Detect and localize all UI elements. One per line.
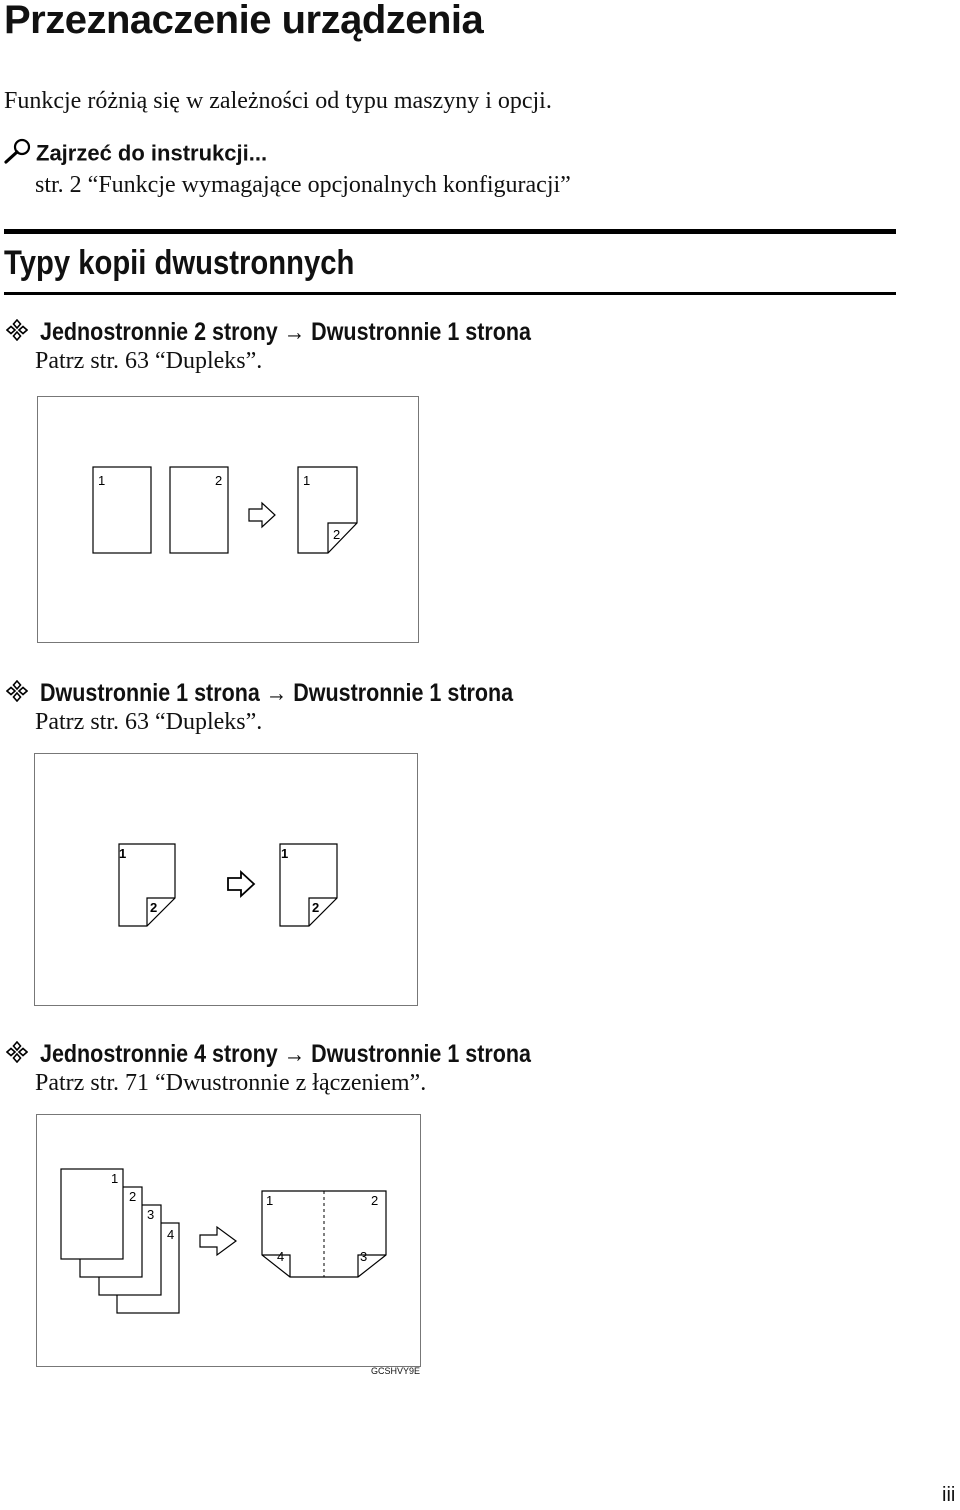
item-2-diagram [34, 753, 418, 1006]
page-label: 4 [167, 1227, 175, 1242]
item-3-ref-link[interactable]: Patrz str. 71 “Dwustronnie z łączeniem”. [35, 1070, 427, 1096]
arrow-right-icon [228, 872, 254, 896]
section-title: Typy kopii dwustronnych [4, 244, 355, 282]
page-label: 1 [119, 846, 127, 861]
figure-code: GCSHVY9E [371, 1366, 421, 1376]
magnifier-icon [4, 138, 32, 169]
arrow-right-icon [200, 1227, 236, 1255]
item-2-ref-link[interactable]: Patrz str. 63 “Dupleks”. [35, 709, 263, 735]
page-label: 4 [277, 1249, 285, 1264]
duplex-original-page [119, 844, 175, 926]
page-title: Przeznaczenie urządzenia [4, 0, 484, 42]
page-label: 1 [281, 846, 289, 861]
reference-link[interactable]: str. 2 “Funkcje wymagające opcjonalnych konfiguracji” [35, 172, 571, 198]
item-3-heading: Jednostronnie 4 strony → Dwustronnie 1 strona [40, 1040, 532, 1068]
section-top-rule [4, 229, 896, 234]
reference-block [4, 138, 267, 169]
page-label: 1 [111, 1171, 119, 1186]
page-number: iii [942, 1484, 956, 1506]
item-3-heading-row [6, 1040, 611, 1069]
page-label: 1 [98, 473, 106, 488]
diamond-bullet-icon [6, 680, 28, 707]
item-1-heading: Jednostronnie 2 strony → Dwustronnie 1 strona [40, 318, 532, 346]
item-1-diagram [37, 396, 419, 643]
page-label: 2 [333, 527, 341, 542]
reference-label: Zajrzeć do instrukcji... [36, 140, 268, 166]
section-bottom-rule [4, 292, 896, 295]
diamond-bullet-icon [6, 319, 28, 346]
page-label: 2 [129, 1189, 137, 1204]
item-1-ref-link[interactable]: Patrz str. 63 “Dupleks”. [35, 348, 263, 374]
item-2-heading: Dwustronnie 1 strona → Dwustronnie 1 strona [40, 679, 514, 707]
page-label: 2 [215, 473, 223, 488]
item-1-heading-row [6, 318, 611, 347]
combined-duplex-copy [262, 1191, 386, 1277]
page-label: 1 [303, 473, 311, 488]
duplex-copy-page [280, 844, 337, 926]
page-label: 1 [266, 1193, 274, 1208]
item-2-heading-row [6, 679, 590, 708]
intro-text: Funkcje różnią się w zależności od typu maszyny i opcji. [4, 88, 552, 114]
diamond-bullet-icon [6, 1041, 28, 1068]
page-label: 3 [147, 1207, 155, 1222]
page-label: 2 [371, 1193, 379, 1208]
item-3-diagram [36, 1114, 421, 1367]
page-label: 2 [312, 900, 320, 915]
page-label: 3 [360, 1249, 368, 1264]
arrow-right-icon [249, 503, 275, 527]
page-label: 2 [150, 900, 158, 915]
